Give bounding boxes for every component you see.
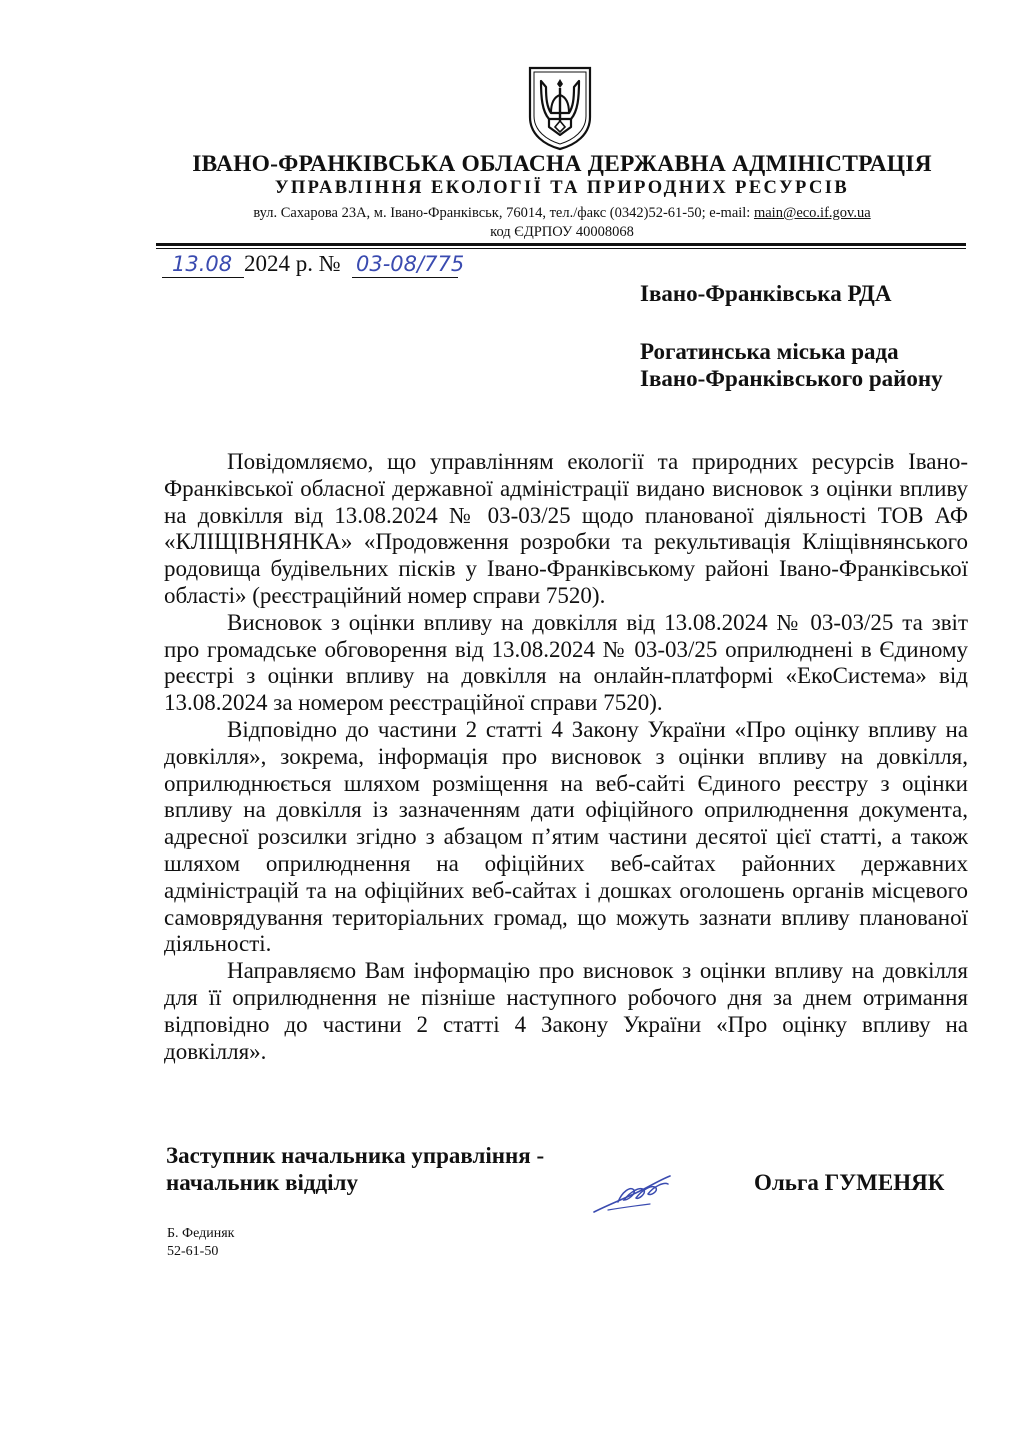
date-underline: [162, 277, 244, 278]
department-name: УПРАВЛІННЯ ЕКОЛОГІЇ ТА ПРИРОДНИХ РЕСУРСІВ: [274, 178, 850, 198]
body-paragraph-4: Направляємо Вам інформацію про висновок з оцінки впливу на довкілля для її оприлюднення не пізніше наступного робочого дня за днем отримання відповідно до частини 2 статті 4 Закону України «Про оцінку впливу на довкілля».: [164, 958, 968, 1064]
signatory-name: Ольга ГУМЕНЯК: [754, 1170, 945, 1195]
edrpou-code: код ЄДРПОУ 40008068: [490, 224, 634, 240]
signatory-title-line-2: начальник відділу: [166, 1170, 358, 1195]
contact-address-phone: вул. Сахарова 23А, м. Івано-Франківськ, 76014, тел./факс (0342)52-61-50; e-mail:: [253, 205, 754, 221]
addressee-3: Івано-Франківського району: [640, 366, 943, 391]
executor-phone: 52-61-50: [167, 1244, 219, 1259]
signatory-title-line-1: Заступник начальника управління -: [166, 1143, 545, 1168]
letter-body: [164, 449, 968, 1065]
addressee-1: Івано-Франківська РДА: [640, 281, 892, 306]
body-paragraph-1: Повідомляємо, що управлінням екології та природних ресурсів Івано-Франківської обласної державної адміністрації видано висновок з оцінки впливу на довкілля від 13.08.2024 № 03-03/25 щодо планованої діяльності ТОВ АФ «КЛІЩІВНЯНКА» «Продовження розробки та рекультивація Кліщівнянського родовища будівельних пісків у Івано-Франківському районі Івано-Франківської області» (реєстраційний номер справи 7520).: [164, 449, 968, 608]
addressee-2: Рогатинська міська рада: [640, 339, 899, 364]
header-divider-thick: [156, 243, 966, 246]
executor-name: Б. Фединяк: [167, 1226, 235, 1241]
handwritten-date: 13.08: [172, 252, 233, 276]
email-link[interactable]: main@eco.if.gov.ua: [753, 205, 871, 221]
body-paragraph-2: Висновок з оцінки впливу на довкілля від 13.08.2024 № 03-03/25 та звіт про громадське обговорення від 13.08.2024 № 03-03/25 оприлюднені в Єдиному реєстрі з оцінки впливу на довкілля на онлайн-платформі «ЕкоСистема» від 13.08.2024 за номером реєстраційної справи 7520).: [164, 609, 968, 716]
body-paragraph-3: Відповідно до частини 2 статті 4 Закону України «Про оцінку впливу на довкілля», зокрема, інформація про висновок з оцінки впливу на довкілля, оприлюднюється шляхом розміщення на веб-сайті Єдиного реєстру з оцінки впливу на довкілля із зазначенням дати офіційного оприлюднення документа, адресної розсилки згідно з абзацом п’ятим частини десятої цієї статті, а також шляхом оприлюднення на офіційних веб-сайтах районних державних адміністрацій та на офіційних веб-сайтах і дошках оголошень органів місцевого самоврядування територіальних громад, що можуть зазнати впливу планованої діяльності.: [164, 716, 968, 957]
registration-line: [162, 250, 562, 284]
number-underline: [352, 277, 458, 278]
header-divider-thin: [156, 248, 966, 249]
handwritten-signature-icon: [590, 1170, 678, 1218]
trident-coat-of-arms-icon: [527, 65, 593, 151]
year-number-label: 2024 р. №: [244, 251, 341, 276]
contact-line: [0, 205, 1024, 222]
handwritten-number: 03-08/775: [356, 252, 465, 276]
organization-name: ІВАНО-ФРАНКІВСЬКА ОБЛАСНА ДЕРЖАВНА АДМІНІСТРАЦІЯ: [192, 151, 932, 177]
